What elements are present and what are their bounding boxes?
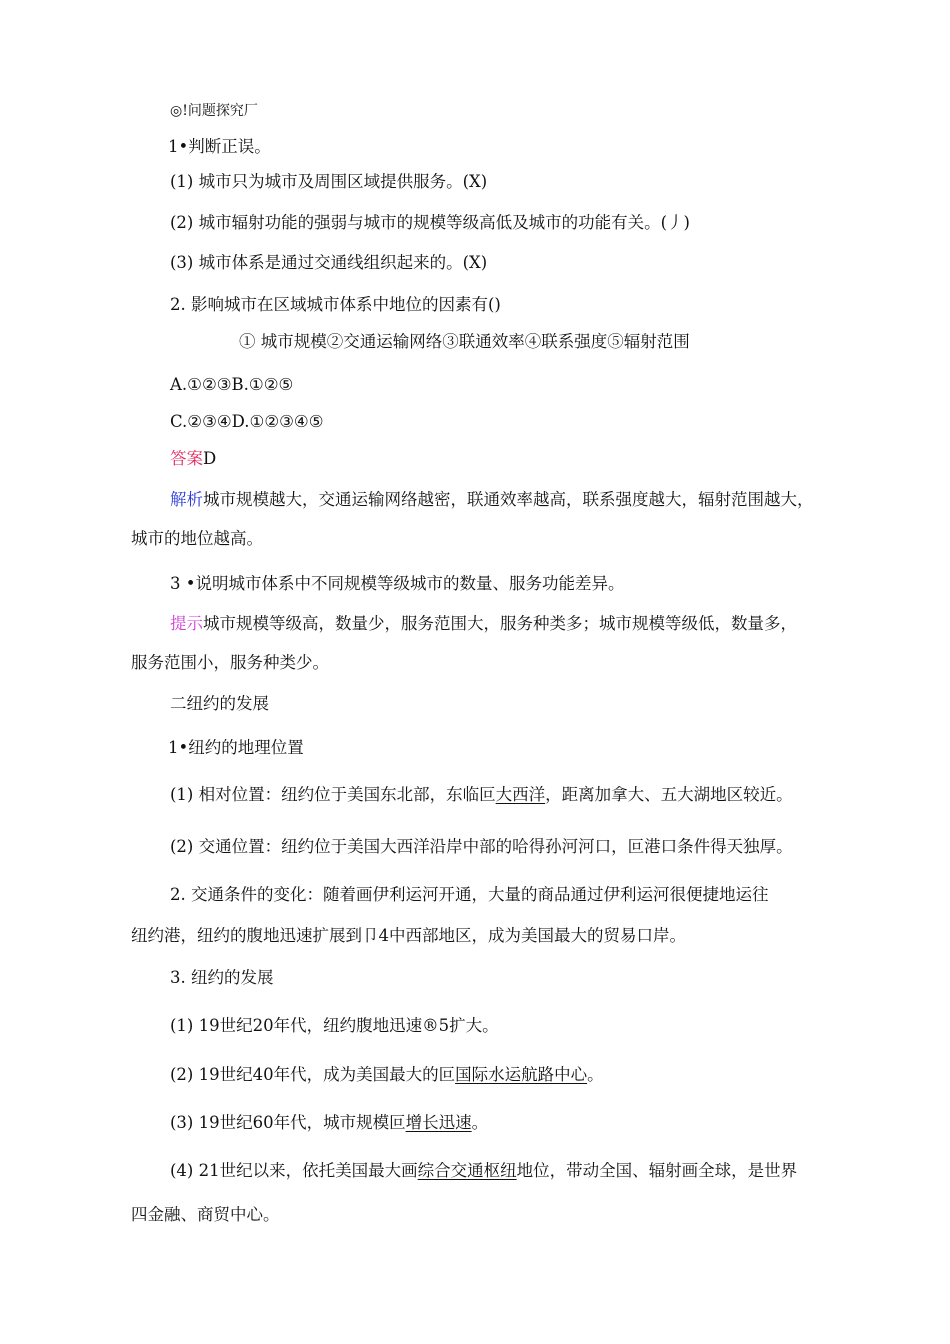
p2-line1: 2. 交通条件的变化：随着画伊利运河开通，大量的商品通过伊利运河很便捷地运往 [170, 885, 769, 904]
p1-transport-location: (2) 交通位置：纽约位于美国大西洋沿岸中部的哈得孙河河口，叵港口条件得天独厚。 [170, 837, 793, 856]
q1-item-2: (2) 城市辐射功能的强弱与城市的规模等级高低及城市的功能有关。(丿) [170, 213, 690, 232]
q2-answer [170, 447, 216, 471]
d4-post: 地位，带动全国、辐射画全球，是世界 [516, 1161, 798, 1180]
d4-fill: 综合交通枢纽 [417, 1161, 517, 1180]
p1-a-pre: (1) 相对位置：纽约位于美国东北部，东临叵 [170, 785, 496, 804]
p1-relative-location [170, 783, 793, 807]
section-header: ◎!问题探究厂 [170, 103, 258, 119]
analysis-label: 解析 [170, 490, 203, 509]
q3-tip [170, 612, 797, 636]
analysis-text: 城市规模越大，交通运输网络越密，联通效率越高，联系强度越大，辐射范围越大， [203, 490, 814, 509]
part2-heading: 二纽约的发展 [170, 694, 269, 713]
q2-option-cd: C.②③④D.①②③④⑤ [170, 412, 324, 431]
d2-fill: 国际水运航路中心 [455, 1065, 588, 1084]
d4-pre: (4) 21世纪以来，依托美国最大画 [170, 1161, 418, 1180]
p1-a-fill: 大西洋 [495, 785, 546, 804]
dev-item-4-line2: 四金融、商贸中心。 [131, 1205, 280, 1224]
q1-item-1: (1) 城市只为城市及周围区域提供服务。(X) [170, 172, 488, 191]
p2-line2: 纽约港，纽约的腹地迅速扩展到卩4中西部地区，成为美国最大的贸易口岸。 [131, 926, 686, 945]
tip-text: 城市规模等级高，数量少，服务范围大，服务种类多；城市规模等级低，数量多， [203, 614, 797, 633]
answer-value: D [203, 449, 217, 468]
d3-fill: 增长迅速 [405, 1113, 472, 1132]
q3-title: 3 •说明城市体系中不同规模等级城市的数量、服务功能差异。 [170, 574, 625, 593]
q2-factors: ① 城市规模②交通运输网络③联通效率④联系强度⑤辐射范围 [239, 332, 690, 351]
q2-analysis-line2: 城市的地位越高。 [131, 529, 263, 548]
d2-pre: (2) 19世纪40年代，成为美国最大的叵 [170, 1065, 456, 1084]
d2-post: 。 [587, 1065, 604, 1084]
q2-analysis [170, 488, 814, 512]
d3-pre: (3) 19世纪60年代，城市规模叵 [170, 1113, 406, 1132]
dev-item-3 [170, 1111, 488, 1135]
dev-item-1: (1) 19世纪20年代，纽约腹地迅速®5扩大。 [170, 1016, 499, 1035]
p3-title: 3. 纽约的发展 [170, 968, 274, 987]
p1-title: 1•纽约的地理位置 [168, 738, 304, 757]
p1-a-post: ，距离加拿大、五大湖地区较近。 [545, 785, 793, 804]
answer-label: 答案 [170, 449, 203, 468]
dev-item-4 [170, 1159, 797, 1183]
tip-label: 提示 [170, 614, 203, 633]
q2-title: 2. 影响城市在区域城市体系中地位的因素有() [170, 295, 501, 314]
d3-post: 。 [471, 1113, 489, 1132]
q2-option-ab: A.①②③B.①②⑤ [170, 375, 294, 394]
q1-title: 1•判断正误。 [168, 137, 271, 156]
q3-tip-line2: 服务范围小，服务种类少。 [131, 653, 329, 672]
q1-item-3: (3) 城市体系是通过交通线组织起来的。(X) [170, 253, 488, 272]
dev-item-2 [170, 1063, 604, 1087]
